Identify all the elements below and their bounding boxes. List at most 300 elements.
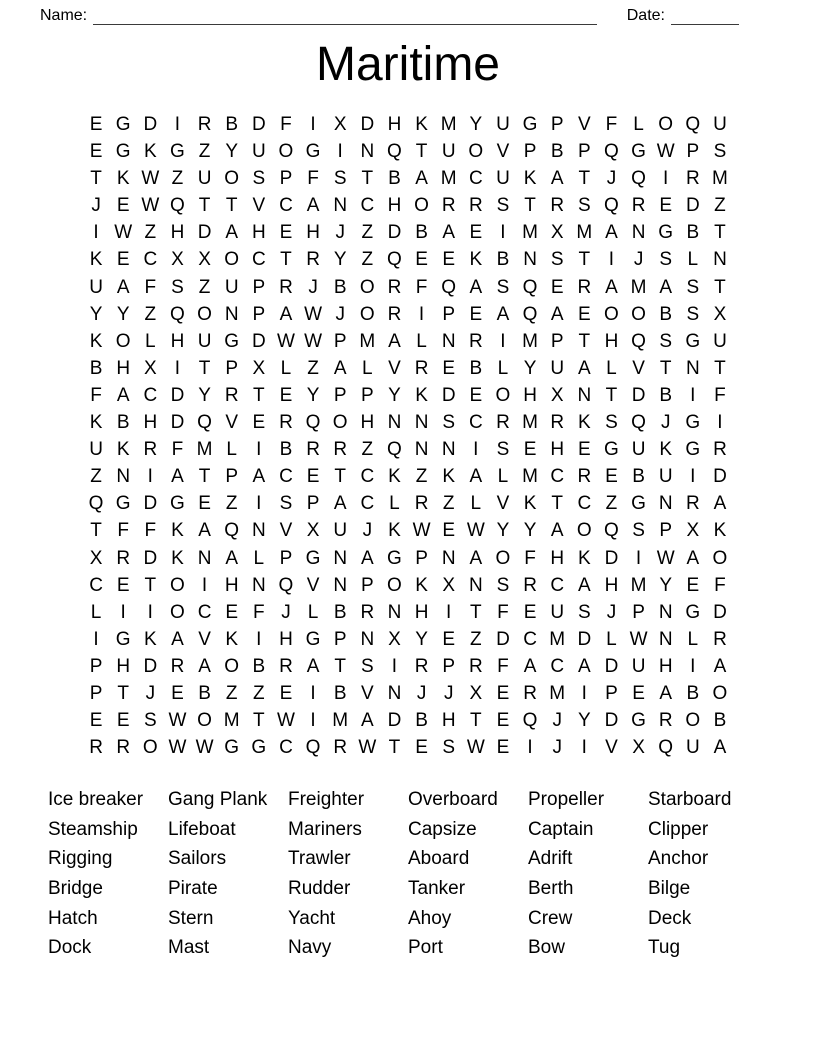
grid-cell: Z bbox=[198, 141, 211, 163]
grid-cell: W bbox=[276, 710, 295, 732]
grid-cell: Y bbox=[523, 520, 537, 542]
grid-cell: N bbox=[333, 195, 348, 217]
grid-cell: R bbox=[468, 655, 483, 677]
grid-cell: N bbox=[360, 141, 375, 163]
word-list-item: Port bbox=[408, 937, 443, 959]
grid-cell: Q bbox=[387, 439, 402, 461]
grid-cell: D bbox=[143, 114, 158, 135]
grid-cell: C bbox=[251, 249, 266, 271]
grid-cell: W bbox=[656, 141, 675, 163]
grid-cell: A bbox=[225, 222, 239, 244]
grid-cell: O bbox=[658, 114, 674, 135]
grid-cell: Y bbox=[89, 303, 103, 325]
grid-cell: E bbox=[550, 276, 564, 298]
grid-cell: E bbox=[116, 574, 130, 596]
grid-cell: N bbox=[333, 547, 348, 569]
grid-cell: U bbox=[496, 114, 510, 135]
word-list-item: Berth bbox=[528, 878, 574, 900]
grid-cell: P bbox=[550, 114, 564, 135]
grid-cell: Q bbox=[522, 276, 538, 298]
grid-cell: H bbox=[306, 222, 320, 244]
grid-cell: T bbox=[117, 682, 129, 704]
grid-cell: P bbox=[333, 384, 347, 406]
grid-cell: B bbox=[713, 710, 727, 732]
page-title: Maritime bbox=[315, 38, 500, 91]
grid-cell: H bbox=[170, 330, 185, 352]
grid-cell: E bbox=[496, 682, 510, 704]
grid-cell: J bbox=[660, 412, 671, 434]
grid-cell: U bbox=[197, 168, 212, 190]
grid-cell: S bbox=[686, 276, 700, 298]
grid-cell: Q bbox=[685, 114, 701, 135]
grid-cell: S bbox=[496, 574, 510, 596]
grid-cell: V bbox=[306, 574, 320, 596]
grid-cell: S bbox=[171, 276, 184, 298]
grid-cell: Q bbox=[305, 412, 321, 434]
grid-cell: H bbox=[441, 710, 456, 732]
grid-cell: G bbox=[305, 141, 321, 163]
grid-cell: F bbox=[144, 276, 157, 298]
grid-cell: G bbox=[685, 601, 701, 623]
grid-cell: M bbox=[522, 412, 538, 434]
grid-cell: J bbox=[633, 249, 644, 271]
grid-cell: R bbox=[631, 195, 646, 217]
grid-cell: B bbox=[415, 222, 428, 244]
grid-cell: A bbox=[605, 222, 618, 244]
grid-cell: C bbox=[468, 412, 483, 434]
grid-cell: K bbox=[415, 574, 428, 596]
grid-cell: T bbox=[578, 330, 591, 352]
grid-cell: J bbox=[335, 222, 345, 244]
grid-cell: N bbox=[441, 547, 456, 569]
word-list-item: Crew bbox=[528, 907, 573, 929]
grid-cell: N bbox=[713, 249, 727, 271]
grid-cell: A bbox=[550, 520, 564, 542]
grid-cell: H bbox=[658, 655, 673, 677]
grid-cell: M bbox=[359, 330, 376, 352]
grid-cell: N bbox=[251, 574, 266, 596]
grid-cell: U bbox=[631, 655, 646, 677]
grid-cell: Q bbox=[441, 276, 457, 298]
grid-row bbox=[83, 219, 734, 246]
grid-cell: A bbox=[659, 682, 673, 704]
grid-cell: O bbox=[712, 682, 728, 704]
grid-cell: C bbox=[89, 574, 103, 596]
grid-cell: O bbox=[170, 601, 185, 623]
grid-cell: A bbox=[577, 574, 591, 596]
grid-cell: E bbox=[523, 601, 537, 623]
grid-cell: P bbox=[333, 628, 347, 650]
grid-cell: P bbox=[442, 303, 456, 325]
grid-cell: R bbox=[279, 655, 293, 677]
word-list-item: Propeller bbox=[528, 789, 605, 811]
grid-cell: S bbox=[442, 412, 456, 434]
grid-cell: J bbox=[552, 737, 562, 759]
grid-cell: R bbox=[306, 249, 320, 271]
grid-cell: V bbox=[388, 357, 401, 379]
grid-cell: D bbox=[604, 655, 619, 677]
grid-cell: W bbox=[466, 737, 485, 759]
grid-cell: A bbox=[577, 655, 591, 677]
grid-cell: D bbox=[360, 114, 375, 135]
grid-cell: L bbox=[606, 357, 617, 379]
grid-cell: O bbox=[224, 168, 240, 190]
grid-cell: K bbox=[577, 547, 591, 569]
grid-cell: M bbox=[522, 466, 538, 488]
grid-cell: C bbox=[360, 466, 375, 488]
grid-cell: W bbox=[168, 737, 187, 759]
grid-cell: F bbox=[524, 547, 536, 569]
grid-cell: J bbox=[606, 601, 617, 623]
grid-cell: T bbox=[551, 493, 563, 515]
grid-cell: E bbox=[605, 466, 618, 488]
grid-cell: D bbox=[713, 601, 727, 623]
grid-cell: R bbox=[279, 276, 293, 298]
grid-cell: S bbox=[713, 141, 727, 163]
grid-cell: T bbox=[470, 601, 482, 623]
grid-cell: B bbox=[333, 601, 347, 623]
grid-cell: E bbox=[469, 222, 483, 244]
grid-cell: L bbox=[633, 114, 644, 135]
grid-cell: O bbox=[359, 276, 375, 298]
grid-cell: I bbox=[663, 168, 669, 190]
grid-cell: M bbox=[630, 276, 647, 298]
grid-cell: U bbox=[224, 276, 239, 298]
grid-cell: C bbox=[577, 493, 592, 515]
grid-cell: C bbox=[279, 466, 293, 488]
grid-cell: H bbox=[170, 222, 185, 244]
grid-cell: U bbox=[550, 601, 565, 623]
grid-cell: J bbox=[308, 276, 318, 298]
word-list-item: Steamship bbox=[48, 818, 138, 840]
grid-cell: R bbox=[333, 737, 348, 759]
grid-cell: N bbox=[414, 439, 429, 461]
grid-cell: Q bbox=[631, 412, 646, 434]
grid-cell: K bbox=[415, 114, 428, 135]
grid-cell: I bbox=[500, 330, 506, 352]
grid-cell: A bbox=[550, 303, 564, 325]
grid-cell: P bbox=[632, 601, 645, 623]
grid-cell: T bbox=[659, 357, 672, 379]
grid-cell: C bbox=[550, 655, 565, 677]
grid-cell: C bbox=[279, 737, 293, 759]
grid-cell: T bbox=[605, 384, 618, 406]
word-list-item: Gang Plank bbox=[168, 789, 268, 811]
word-list-column bbox=[408, 785, 528, 963]
grid-row bbox=[83, 436, 734, 463]
grid-cell: V bbox=[360, 682, 374, 704]
grid-cell: I bbox=[310, 114, 316, 135]
grid-cell: G bbox=[224, 330, 240, 352]
grid-cell: O bbox=[197, 710, 212, 732]
grid-cell: E bbox=[415, 737, 428, 759]
date-blank-line bbox=[671, 8, 739, 25]
grid-cell: K bbox=[116, 439, 130, 461]
grid-cell: E bbox=[306, 466, 320, 488]
grid-cell: M bbox=[549, 682, 566, 704]
word-list-item: Adrift bbox=[528, 848, 573, 870]
word-list-item: Hatch bbox=[48, 907, 98, 929]
grid-cell: P bbox=[360, 574, 374, 596]
grid-cell: O bbox=[631, 303, 646, 325]
grid-cell: W bbox=[168, 710, 187, 732]
grid-cell: R bbox=[577, 276, 592, 298]
grid-cell: X bbox=[198, 249, 211, 271]
header bbox=[0, 0, 816, 25]
grid-cell: A bbox=[279, 303, 293, 325]
grid-cell: Y bbox=[198, 384, 211, 406]
grid-cell: R bbox=[279, 412, 293, 434]
word-list-item: Trawler bbox=[288, 848, 351, 870]
grid-cell: R bbox=[523, 682, 537, 704]
grid-cell: E bbox=[469, 384, 483, 406]
grid-cell: K bbox=[523, 168, 537, 190]
grid-cell: U bbox=[197, 330, 212, 352]
grid-cell: E bbox=[116, 710, 130, 732]
grid-cell: S bbox=[143, 710, 157, 732]
grid-cell: E bbox=[415, 249, 428, 271]
grid-cell: E bbox=[116, 195, 130, 217]
grid-cell: E bbox=[496, 737, 510, 759]
grid-cell: C bbox=[197, 601, 212, 623]
grid-cell: N bbox=[116, 466, 131, 488]
grid-cell: T bbox=[334, 466, 346, 488]
grid-cell: Z bbox=[361, 249, 374, 271]
grid-cell: N bbox=[441, 330, 456, 352]
grid-cell: H bbox=[224, 574, 239, 596]
grid-cell: U bbox=[713, 330, 727, 352]
grid-row bbox=[83, 138, 734, 165]
grid-cell: R bbox=[523, 574, 537, 596]
grid-cell: N bbox=[577, 384, 592, 406]
grid-cell: J bbox=[443, 682, 454, 704]
grid-cell: F bbox=[90, 384, 102, 406]
grid-cell: W bbox=[141, 195, 160, 217]
grid-cell: I bbox=[391, 655, 398, 677]
grid-cell: X bbox=[632, 737, 645, 759]
grid-cell: C bbox=[523, 628, 537, 650]
grid-cell: E bbox=[89, 114, 103, 135]
grid-row bbox=[83, 572, 734, 599]
grid-cell: E bbox=[523, 439, 537, 461]
grid-cell: H bbox=[387, 195, 402, 217]
grid-cell: U bbox=[658, 466, 673, 488]
grid-cell: A bbox=[469, 547, 483, 569]
grid-cell: H bbox=[604, 574, 619, 596]
grid-cell: J bbox=[416, 682, 427, 704]
grid-cell: P bbox=[279, 547, 293, 569]
grid-cell: X bbox=[686, 520, 700, 542]
grid-cell: E bbox=[632, 682, 645, 704]
grid-cell: E bbox=[89, 710, 103, 732]
grid-cell: I bbox=[310, 682, 316, 704]
grid-cell: N bbox=[251, 520, 266, 542]
grid-cell: N bbox=[658, 628, 673, 650]
grid-cell: R bbox=[224, 384, 239, 406]
grid-cell: Q bbox=[170, 195, 185, 217]
grid-cell: S bbox=[333, 168, 347, 190]
grid-row bbox=[83, 165, 734, 192]
grid-cell: H bbox=[523, 384, 537, 406]
grid-cell: B bbox=[496, 249, 510, 271]
grid-cell: M bbox=[712, 168, 728, 190]
grid-cell: O bbox=[576, 520, 592, 542]
grid-cell: A bbox=[577, 357, 591, 379]
grid-cell: E bbox=[577, 439, 591, 461]
word-list-item: Freighter bbox=[288, 789, 365, 811]
grid-cell: D bbox=[441, 384, 456, 406]
grid-cell: D bbox=[170, 412, 185, 434]
grid-cell: O bbox=[468, 141, 484, 163]
grid-cell: H bbox=[279, 628, 293, 650]
grid-cell: L bbox=[307, 601, 319, 623]
grid-cell: Z bbox=[144, 222, 157, 244]
grid-cell: D bbox=[143, 655, 158, 677]
grid-cell: R bbox=[414, 655, 429, 677]
grid-cell: U bbox=[631, 439, 646, 461]
grid-cell: W bbox=[141, 168, 160, 190]
grid-cell: H bbox=[360, 412, 375, 434]
grid-cell: X bbox=[171, 249, 184, 271]
word-list-column bbox=[48, 785, 168, 963]
word-list-item: Lifeboat bbox=[168, 818, 236, 840]
grid-cell: N bbox=[631, 222, 646, 244]
grid-cell: G bbox=[170, 493, 185, 515]
grid-cell: P bbox=[252, 276, 266, 298]
grid-cell: H bbox=[387, 114, 402, 135]
grid-cell: X bbox=[333, 114, 347, 135]
grid-cell: D bbox=[251, 330, 266, 352]
grid-cell: O bbox=[495, 547, 511, 569]
grid-cell: F bbox=[497, 601, 509, 623]
grid-cell: V bbox=[577, 114, 591, 135]
grid-cell: R bbox=[197, 114, 212, 135]
grid-cell: I bbox=[256, 439, 262, 461]
grid-cell: B bbox=[550, 141, 564, 163]
grid-cell: Z bbox=[361, 439, 374, 461]
grid-cell: I bbox=[690, 655, 696, 677]
grid-cell: R bbox=[550, 412, 565, 434]
grid-cell: R bbox=[333, 439, 348, 461]
grid-cell: M bbox=[440, 168, 457, 190]
grid-cell: U bbox=[89, 439, 103, 461]
word-list bbox=[48, 785, 816, 963]
grid-cell: M bbox=[522, 330, 538, 352]
grid-cell: T bbox=[253, 384, 265, 406]
grid-cell: R bbox=[89, 737, 103, 759]
grid-cell: J bbox=[606, 168, 617, 190]
grid-cell: Q bbox=[631, 168, 646, 190]
grid-cell: N bbox=[360, 628, 375, 650]
grid-cell: D bbox=[496, 628, 510, 650]
grid-cell: K bbox=[388, 466, 401, 488]
grid-cell: G bbox=[631, 141, 646, 163]
grid-cell: H bbox=[550, 547, 565, 569]
grid-cell: I bbox=[120, 601, 126, 623]
word-list-item: Clipper bbox=[648, 818, 709, 840]
grid-cell: X bbox=[143, 357, 157, 379]
grid-row bbox=[83, 680, 734, 707]
grid-cell: A bbox=[713, 737, 727, 759]
grid-cell: I bbox=[527, 737, 533, 759]
grid-cell: E bbox=[279, 682, 293, 704]
grid-cell: N bbox=[387, 682, 402, 704]
grid-cell: Y bbox=[415, 628, 428, 650]
grid-cell: N bbox=[441, 439, 456, 461]
grid-cell: L bbox=[90, 601, 102, 623]
grid-cell: L bbox=[280, 357, 292, 379]
word-list-column bbox=[288, 785, 408, 963]
grid-cell: W bbox=[304, 303, 323, 325]
grid-cell: F bbox=[144, 520, 157, 542]
grid-cell: Q bbox=[631, 330, 646, 352]
grid-cell: X bbox=[442, 574, 456, 596]
grid-cell: M bbox=[196, 439, 213, 461]
grid-cell: O bbox=[278, 141, 294, 163]
grid-cell: A bbox=[659, 276, 673, 298]
grid-cell: G bbox=[170, 141, 185, 163]
word-search-grid bbox=[83, 111, 734, 761]
grid-cell: E bbox=[252, 412, 266, 434]
grid-cell: P bbox=[415, 547, 428, 569]
word-list-item: Starboard bbox=[648, 789, 732, 811]
grid-cell: K bbox=[469, 249, 483, 271]
grid-cell: T bbox=[253, 710, 265, 732]
grid-cell: D bbox=[713, 466, 727, 488]
grid-cell: R bbox=[306, 439, 320, 461]
grid-cell: L bbox=[389, 493, 400, 515]
grid-cell: S bbox=[550, 249, 564, 271]
grid-cell: E bbox=[686, 574, 700, 596]
grid-cell: A bbox=[469, 276, 483, 298]
grid-cell: E bbox=[442, 249, 456, 271]
grid-cell: I bbox=[93, 628, 99, 650]
grid-cell: S bbox=[252, 168, 266, 190]
word-list-item: Pirate bbox=[168, 878, 218, 900]
grid-cell: W bbox=[656, 547, 675, 569]
grid-cell: B bbox=[225, 114, 239, 135]
grid-cell: J bbox=[145, 682, 156, 704]
grid-cell: I bbox=[256, 493, 262, 515]
grid-cell: U bbox=[713, 114, 727, 135]
grid-cell: J bbox=[281, 601, 291, 623]
grid-cell: L bbox=[362, 357, 373, 379]
grid-cell: R bbox=[387, 303, 402, 325]
grid-cell: Z bbox=[605, 493, 618, 515]
date-label: Date: bbox=[626, 7, 665, 24]
grid-cell: W bbox=[304, 330, 323, 352]
grid-cell: H bbox=[116, 655, 131, 677]
grid-row bbox=[83, 409, 734, 436]
grid-cell: P bbox=[605, 682, 618, 704]
grid-cell: S bbox=[632, 520, 645, 542]
grid-cell: G bbox=[658, 222, 674, 244]
grid-cell: A bbox=[306, 195, 320, 217]
grid-cell: D bbox=[387, 710, 402, 732]
grid-cell: O bbox=[197, 303, 212, 325]
grid-row bbox=[83, 517, 734, 544]
grid-cell: A bbox=[306, 655, 320, 677]
grid-cell: I bbox=[147, 466, 153, 488]
grid-cell: G bbox=[115, 141, 131, 163]
grid-cell: B bbox=[89, 357, 103, 379]
grid-cell: Q bbox=[197, 412, 212, 434]
grid-row bbox=[83, 328, 734, 355]
word-list-column bbox=[528, 785, 648, 963]
grid-cell: Z bbox=[225, 682, 238, 704]
grid-cell: I bbox=[337, 141, 343, 163]
grid-cell: P bbox=[442, 655, 456, 677]
